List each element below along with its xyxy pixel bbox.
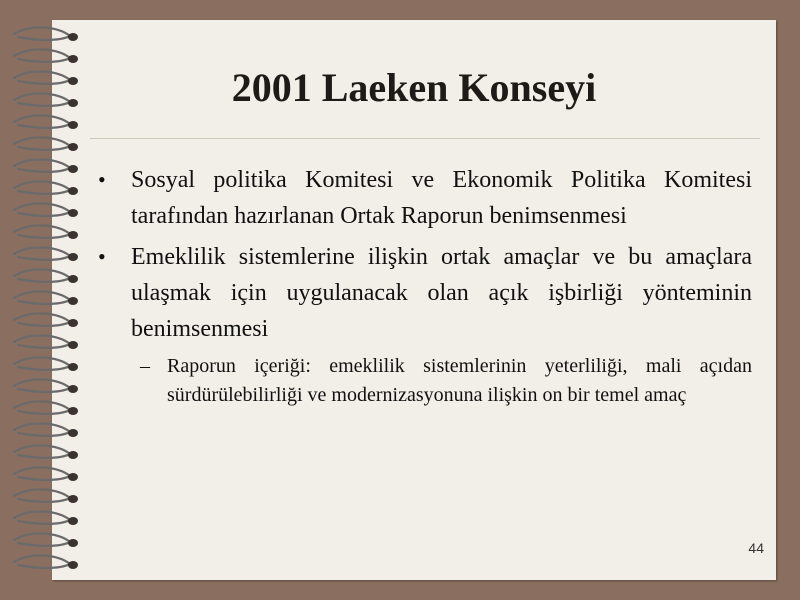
sub-bullet-text: Raporun içeriği: emeklilik sistemlerinin yeterliliği, mali açıdan sürdürülebilirliği ve modernizasyonuna ilişkin on bir temel amaç (167, 355, 752, 406)
spiral-coil-icon (14, 269, 78, 283)
sub-bullet-list (98, 352, 752, 410)
slide-title: 2001 Laeken Konseyi (231, 65, 597, 110)
spiral-coil-icon (14, 511, 78, 525)
page-number: 44 (748, 540, 764, 556)
spiral-coil-icon (14, 357, 78, 371)
spiral-coil-icon (14, 115, 78, 129)
title-divider (90, 138, 760, 139)
spiral-coil-icon (14, 291, 78, 305)
bullet-dot-icon: • (98, 167, 106, 192)
spiral-coil-icon (14, 49, 78, 63)
sub-bullet-item (98, 352, 752, 410)
dash-icon: – (140, 355, 150, 377)
spiral-coil-icon (14, 379, 78, 393)
bullet-dot-icon: • (98, 244, 106, 269)
spiral-coil-icon (14, 181, 78, 195)
spiral-coil-icon (14, 203, 78, 217)
spiral-coil-icon (14, 467, 78, 481)
bullet-text: Sosyal politika Komitesi ve Ekonomik Politika Komitesi tarafından hazırlanan Ortak Raporun benimsenmesi (131, 167, 752, 229)
bullet-item (98, 239, 752, 347)
bullet-item (98, 162, 752, 234)
bullet-list (98, 162, 752, 347)
spiral-coil-icon (14, 335, 78, 349)
spiral-coil-icon (14, 225, 78, 239)
spiral-coil-icon (14, 445, 78, 459)
spiral-coil-icon (14, 313, 78, 327)
spiral-coil-icon (14, 533, 78, 547)
spiral-coil-icon (14, 27, 78, 41)
spiral-coil-icon (14, 423, 78, 437)
spiral-coil-icon (14, 247, 78, 261)
spiral-coil-icon (14, 555, 78, 569)
spiral-coil-icon (14, 401, 78, 415)
spiral-coil-icon (14, 137, 78, 151)
spiral-coil-icon (14, 489, 78, 503)
slide-content (98, 162, 752, 410)
spiral-coil-icon (14, 159, 78, 173)
bullet-text: Emeklilik sistemlerine ilişkin ortak amaçlar ve bu amaçlara ulaşmak için uygulanacak olan açık işbirliği yönteminin benimsenmesi (131, 244, 752, 342)
